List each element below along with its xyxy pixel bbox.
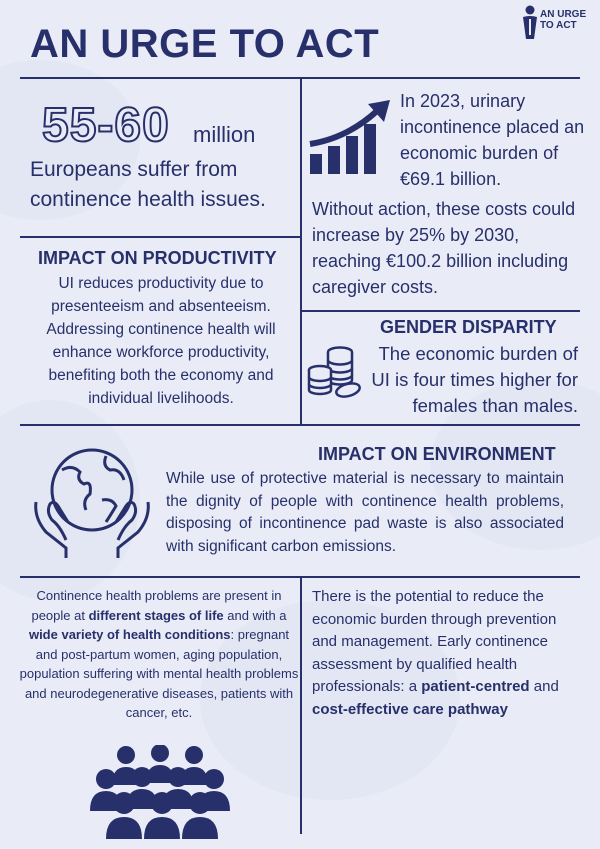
gender-text: The economic burden of UI is four times higher for females than males. (371, 343, 578, 416)
continence-text-1: Continence health problems are present in people at (31, 588, 282, 623)
stat-unit: million (193, 122, 256, 147)
continence-text-3: : pregnant and post-partum women, aging population, population suffering with mental health problems and neurodegenerative diseases, patients with cancer, etc. (19, 627, 299, 720)
continence-text (18, 586, 300, 723)
continence-bold-1: different stages of life (88, 607, 224, 623)
logo-line1: AN URGE (540, 9, 587, 20)
projection-text: Without action, these costs could increase by 25% by 2030, reaching €100.2 billion including caregiver costs. (312, 199, 576, 297)
stat-description: Europeans suffer from continence health issues. (30, 158, 266, 211)
potential-text-2: and (529, 678, 559, 695)
logo-text (540, 9, 586, 31)
logo-person-icon (522, 5, 538, 41)
page-title: AN URGE TO ACT (30, 22, 380, 66)
potential-bold-2: cost-effective care pathway (312, 700, 508, 718)
bar-chart-growth-icon (308, 98, 394, 178)
continence-bold-2: wide variety of health conditions (28, 627, 231, 642)
logo (522, 5, 592, 45)
economic-burden-text: In 2023, urinary incontinence placed an economic burden of €69.1 billion. (400, 91, 585, 189)
logo-line2: TO ACT (540, 20, 577, 31)
continence-text-2: and with a (223, 607, 287, 623)
divider (20, 424, 580, 426)
potential-bold-1: patient-centred (421, 678, 530, 695)
divider (300, 310, 580, 312)
coin-stacks-icon (306, 344, 364, 400)
productivity-text: UI reduces productivity due to presenteeism and absenteeism. Addressing continence health will enhance workforce productivity, benefiting both the economy and individual livelihoods. (46, 275, 276, 407)
divider (300, 576, 302, 834)
environment-heading: IMPACT ON ENVIRONMENT (318, 444, 556, 464)
globe-hands-icon (32, 440, 152, 560)
gender-heading: GENDER DISPARITY (380, 317, 557, 337)
potential-text (312, 586, 582, 721)
people-group-icon (82, 745, 242, 839)
environment-text: While use of protective material is necessary to maintain the dignity of people with continence health problems, disposing of incontinence pad waste is also associated with significant carbon emissions. (166, 470, 564, 555)
potential-text-1: There is the potential to reduce the economic burden through prevention and management. Early continence assessment by qualified health professionals: a (312, 588, 557, 695)
divider (20, 236, 300, 238)
productivity-heading: IMPACT ON PRODUCTIVITY (38, 248, 277, 268)
stat-number: 55-60 (42, 99, 170, 152)
